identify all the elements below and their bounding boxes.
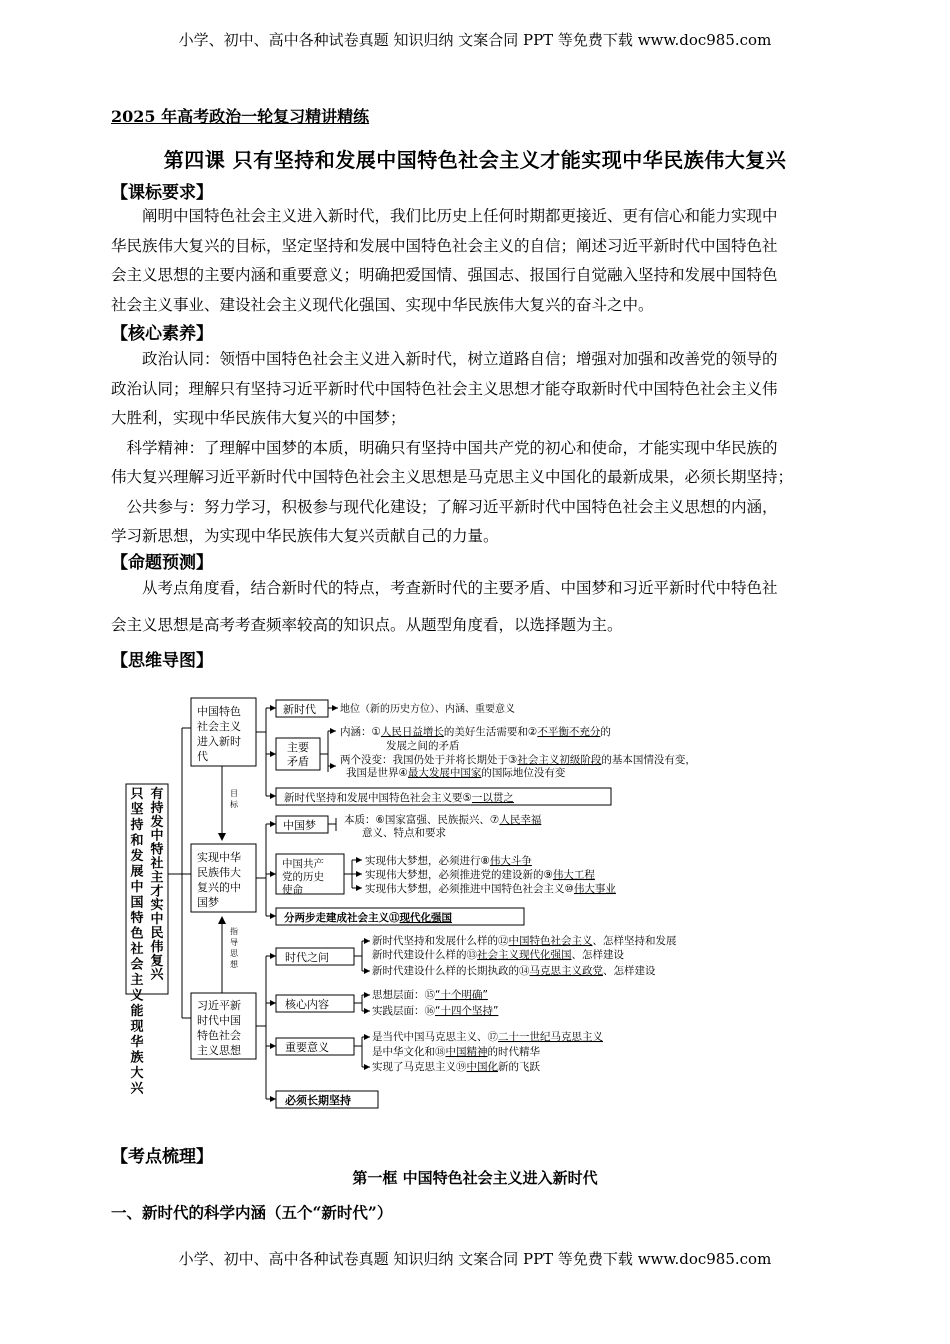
mindmap-root-col1-char: 义 [130, 988, 144, 1004]
mindmap-root-col1-char: 华 [130, 1035, 144, 1050]
mindmap-root-col2-char: 民 [150, 926, 164, 941]
question-line-1: 新时代坚持和发展什么样的⑫中国特色社会主义、怎样坚持和发展 [372, 935, 677, 947]
document-title: 2025 年高考政治一轮复习精讲精练 [111, 107, 370, 126]
dream-line-2: 意义、特点和要求 [362, 827, 446, 839]
contradiction-line-4: 我国是世界④最大发展中国家的国际地位没有变 [346, 767, 566, 779]
mindmap-root-col1-char: 中 [130, 880, 144, 895]
b2-line-2: 民族伟大 [197, 866, 241, 879]
significance-line-2: 是中华文化和⑱中国精神的时代精华 [372, 1046, 540, 1058]
contradiction-line-1: 内涵：①人民日益增长的美好生活需要和②不平衡不充分的 [340, 726, 611, 738]
core-line-1: 思想层面：⑮“十个明确” [372, 989, 488, 1001]
dream-line-1: 本质：⑥国家富强、民族振兴、⑦人民幸福 [344, 814, 542, 826]
node-mission-l3: 使命 [282, 884, 303, 896]
node-contradiction-l2: 矛盾 [287, 755, 309, 768]
node-new-era: 新时代 [283, 703, 316, 716]
mind-map [0, 688, 950, 1118]
mindmap-root-col1-char: 会 [130, 957, 144, 973]
mindmap-arrow-label-goal [230, 789, 239, 809]
mindmap-root-col1-char: 社 [130, 942, 144, 957]
mingti-line-1: 从考点角度看，结合新时代的特点，考查新时代的主要矛盾、中国梦和习近平新时代中特色社 [142, 579, 778, 597]
mindmap-arrow2-char: 思 [230, 949, 238, 958]
mindmap-root-col2-char: 发 [150, 814, 164, 830]
mindmap-root-col2-char: 中 [150, 828, 164, 844]
b1-line-1: 中国特色 [197, 705, 241, 718]
mindmap-root-col1-char: 族 [130, 1050, 144, 1066]
mindmap-arrow-label-guide [230, 926, 239, 969]
b1-line-2: 社会主义 [197, 720, 241, 733]
node-b1-tail: 新时代坚持和发展中国特色社会主义要⑤一以贯之 [284, 792, 514, 804]
kebiao-line-4: 社会主义事业、建设社会主义现代化强国、实现中华民族伟大复兴的奋斗之中。 [111, 295, 654, 314]
mindmap-root-col2-char: 持 [150, 800, 164, 816]
hexin-line-4: 科学精神：了理解中国梦的本质，明确只有坚持中国共产党的初心和使命，才能实现中华民族的 [126, 438, 778, 457]
kebiao-line-2: 华民族伟大复兴的目标，坚定坚持和发展中国特色社会主义的自信；阐述习近平新时代中国特色社 [111, 236, 778, 255]
mindmap-root-col2-char: 特 [150, 842, 164, 858]
mindmap-root-col2-char: 中 [150, 912, 164, 928]
mindmap-arrow1-char: 目 [230, 789, 238, 798]
contradiction-line-3: 两个没变：我国仍处于并将长期处于③社会主义初级阶段的基本国情没有变， [340, 754, 696, 766]
hexin-line-3: 大胜利，实现中华民族伟大复兴的中国梦； [111, 409, 406, 427]
mindmap-root-col2-char: 实 [150, 898, 164, 914]
mindmap-arrow2-char: 指 [230, 927, 238, 936]
section-heading-kaodian: 【考点梳理】 [111, 1147, 213, 1167]
mindmap-root-col2-char: 社 [150, 856, 164, 872]
hexin-line-1: 政治认同：领悟中国特色社会主义进入新时代，树立道路自信；增强对加强和改善党的领导的 [142, 350, 778, 368]
mindmap-root-col2-char: 复 [150, 953, 164, 969]
hexin-line-6: 公共参与：努力学习，积极参与现代化建设；了解习近平新时代中国特色社会主义思想的内涵， [126, 497, 778, 516]
node-mission-l2: 党的历史 [282, 871, 324, 883]
question-line-2: 新时代建设什么样的⑬社会主义现代化强国、怎样建设 [372, 949, 624, 961]
significance-line-3: 实现了马克思主义⑲中国化新的飞跃 [372, 1061, 540, 1073]
mindmap-root-col1-char: 和 [130, 833, 144, 849]
node-new-era-desc: 地位（新的历史方位）、内涵、重要意义 [340, 704, 515, 715]
page-footer: 小学、初中、高中各种试卷真题 知识归纳 文案合同 PPT 等免费下载 www.doc985.com [178, 1250, 772, 1268]
mindmap-root-col1-char: 持 [130, 818, 144, 833]
b2-line-3: 复兴的中 [197, 881, 241, 894]
page-header: 小学、初中、高中各种试卷真题 知识归纳 文案合同 PPT 等免费下载 www.doc985.com [178, 31, 772, 49]
heading-1: 一、新时代的科学内涵（五个“新时代”） [111, 1203, 393, 1222]
b3-line-4: 主义思想 [197, 1044, 241, 1057]
hexin-line-5: 伟大复兴理解习近平新时代中国特色社会主义思想是马克思主义中国化的最新成果，必须长期坚持； [111, 468, 794, 486]
mindmap-root-col1-char: 能 [130, 1004, 144, 1019]
sub-heading: 第一框 中国特色社会主义进入新时代 [352, 1169, 598, 1187]
mindmap-root-col1-char: 展 [130, 864, 144, 880]
mindmap-arrow2-char: 想 [230, 960, 238, 969]
section-heading-hexin: 【核心素养】 [111, 324, 213, 344]
mindmap-root-col1-char: 现 [130, 1019, 144, 1035]
mindmap-root-col1-char: 兴 [130, 1081, 144, 1097]
contradiction-line-2: 发展之间的矛盾 [386, 740, 460, 752]
lesson-title: 第四课 只有坚持和发展中国特色社会主义才能实现中华民族伟大复兴 [163, 148, 787, 172]
kebiao-line-1: 阐明中国特色社会主义进入新时代，我们比历史上任何时期都更接近、更有信心和能力实现中 [142, 207, 778, 225]
node-significance: 重要意义 [285, 1041, 329, 1054]
mindmap-root-col2-char: 才 [150, 884, 164, 900]
node-contradiction-l1: 主要 [287, 741, 309, 754]
hexin-line-7: 学习新思想，为实现中华民族伟大复兴贡献自己的力量。 [111, 527, 499, 545]
b2-line-4: 国梦 [197, 896, 219, 909]
node-must-persist: 必须长期坚持 [285, 1094, 351, 1107]
mindmap-root-col2-char: 伟 [150, 939, 164, 955]
hexin-line-2: 政治认同；理解只有坚持习近平新时代中国特色社会主义思想才能夺取新时代中国特色社会主义伟 [111, 379, 778, 398]
mindmap-root-col1-char: 坚 [130, 802, 144, 818]
mindmap-root-col1-char: 主 [130, 973, 144, 988]
mindmap-root-col1-char: 大 [130, 1066, 144, 1081]
kebiao-line-3: 会主义思想的主要内涵和重要意义；明确把爱国情、强国志、报国行自觉融入坚持和发展中国特色 [111, 266, 778, 284]
mindmap-root-col2-char: 有 [150, 787, 164, 802]
mindmap-root-col1 [129, 787, 144, 1097]
b3-line-2: 时代中国 [197, 1014, 241, 1027]
node-era-question: 时代之问 [285, 951, 329, 964]
mindmap-root-col1-char: 特 [130, 911, 144, 926]
mission-line-1: 实现伟大梦想，必须进行⑧伟大斗争 [365, 855, 532, 867]
mindmap-arrow1-char: 标 [230, 800, 238, 809]
mingti-line-2: 会主义思想是高考考查频率较高的知识点。从题型角度看，以选择题为主。 [111, 616, 623, 634]
mindmap-root-col2 [149, 786, 164, 983]
b3-line-1: 习近平新 [197, 999, 241, 1012]
b1-line-3: 进入新时 [197, 735, 241, 748]
hexin-paragraph [111, 345, 839, 552]
mindmap-root-col1-char: 国 [130, 895, 144, 911]
mindmap-root-col1-char: 只 [130, 787, 144, 802]
node-mission-l1: 中国共产 [282, 858, 324, 870]
mindmap-arrow2-char: 导 [230, 938, 238, 947]
question-line-3: 新时代建设什么样的长期执政的⑭马克思主义政党、怎样建设 [372, 965, 656, 977]
kebiao-paragraph [111, 202, 839, 320]
mingti-paragraph [111, 570, 839, 644]
mission-line-3: 实现伟大梦想，必须推进中国特色社会主义⑩伟大事业 [365, 883, 616, 895]
section-heading-mingti: 【命题预测】 [111, 553, 213, 573]
b1-line-4: 代 [197, 750, 208, 763]
core-line-2: 实践层面：⑯“十四个坚持” [372, 1005, 499, 1017]
mindmap-root-col1-char: 色 [130, 926, 144, 942]
section-heading-siwei: 【思维导图】 [111, 651, 213, 671]
b3-line-3: 特色社会 [197, 1029, 241, 1042]
b2-line-1: 实现中华 [197, 851, 241, 864]
mindmap-root-col2-char: 主 [150, 870, 164, 886]
mission-line-2: 实现伟大梦想，必须推进党的建设新的⑨伟大工程 [365, 869, 595, 881]
mindmap-root-col1-char: 发 [130, 849, 144, 864]
section-heading-kebiao: 【课标要求】 [111, 183, 213, 203]
node-dream: 中国梦 [283, 819, 316, 832]
node-b2-tail: 分两步走建成社会主义⑪现代化强国 [284, 912, 452, 924]
significance-line-1: 是当代中国马克思主义、⑰二十一世纪马克思主义 [372, 1031, 603, 1043]
node-core-content: 核心内容 [285, 998, 329, 1011]
mindmap-root-col2-char: 兴 [150, 967, 164, 983]
